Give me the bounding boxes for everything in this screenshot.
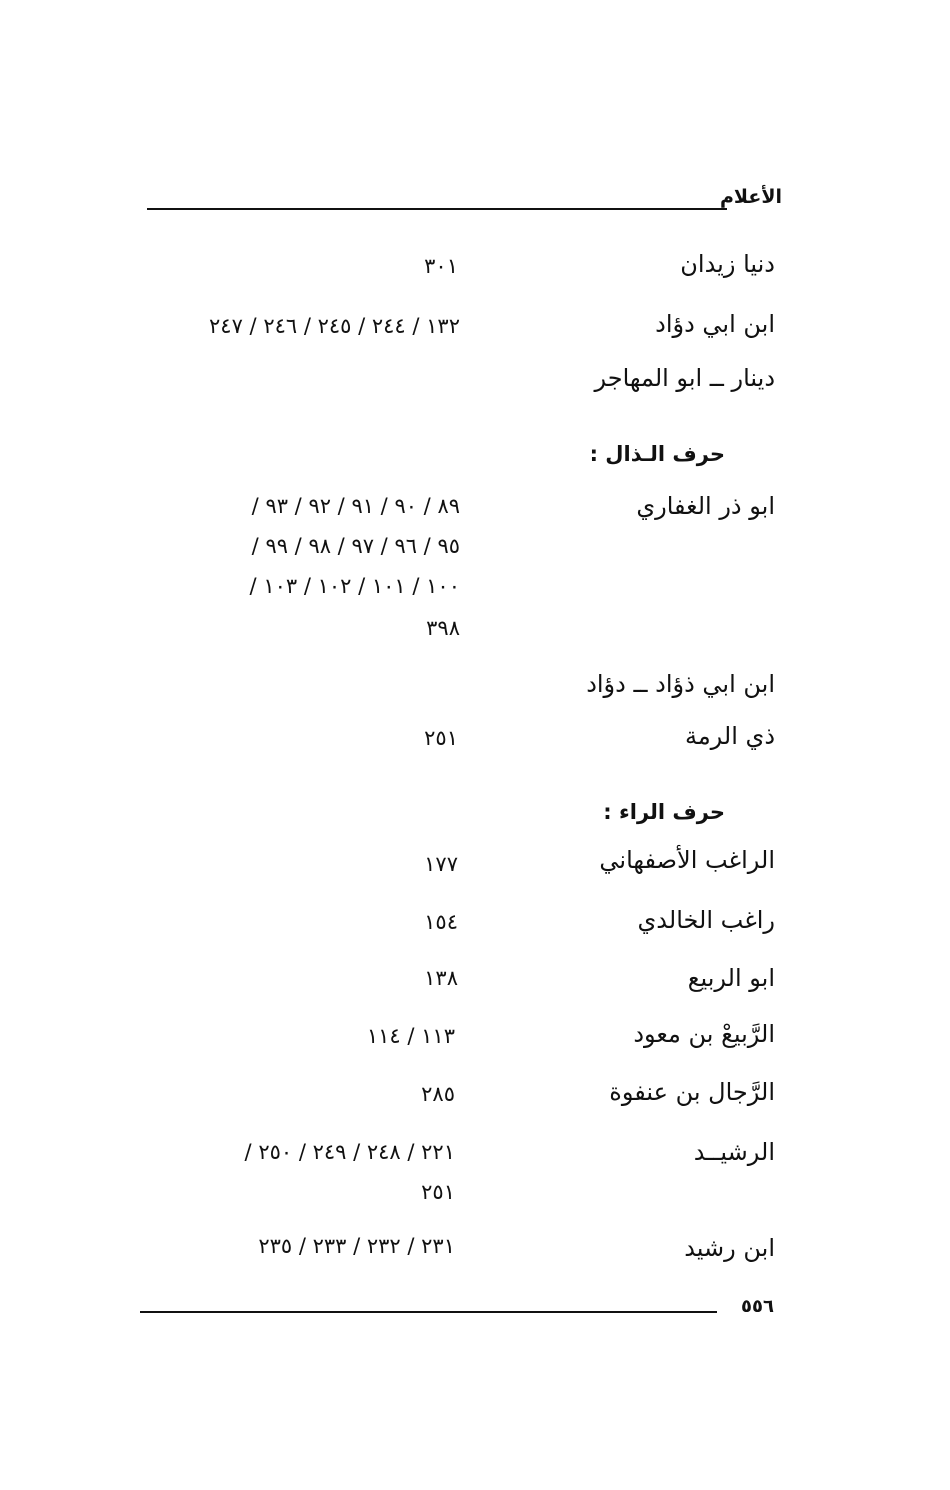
index-entry-pages: ٨٩ / ٩٠ / ٩١ / ٩٢ / ٩٣ / [251,494,460,518]
index-entry-name: الرشيــد [693,1138,775,1166]
index-entry-pages: ٩٥ / ٩٦ / ٩٧ / ٩٨ / ٩٩ / [251,534,460,558]
index-entry-pages: ١٧٧ [424,852,458,876]
index-entry-pages: ١٣٢ / ٢٤٤ / ٢٤٥ / ٢٤٦ / ٢٤٧ [209,314,460,338]
index-entry-name: دنيا زيدان [680,250,775,278]
index-entry-pages: ٢٨٥ [421,1082,455,1106]
section-heading-ra: حرف الراء : [603,800,725,824]
footer-rule [140,1311,717,1313]
index-entry-name: ابو ذر الغفاري [636,492,775,520]
index-entry-name: راغب الخالدي [637,906,775,934]
index-entry-pages: ١٠٠ / ١٠١ / ١٠٢ / ١٠٣ / [249,574,460,598]
index-entry-name: دينار ــ ابو المهاجر [594,364,775,392]
running-header-title: الأعلام [720,186,782,208]
index-entry-name: ابو الربيع [687,964,775,992]
index-entry-pages: ٣٩٨ [426,616,460,640]
index-entry-pages: ٢٣١ / ٢٣٢ / ٢٣٣ / ٢٣٥ [258,1234,455,1258]
header-rule [147,208,727,210]
index-entry-pages: ٢٥١ [424,726,458,750]
index-entry-name: الرَّبيعْ بن معود [633,1020,775,1048]
index-entry-pages: ٣٠١ [424,254,458,278]
page-number: ٥٥٦ [741,1296,774,1317]
index-entry-name: ابن ابي ذؤاد ــ دؤاد [586,670,775,698]
index-entry-pages: ١٣٨ [424,966,458,990]
index-entry-pages: ١١٣ / ١١٤ [366,1024,455,1048]
index-entry-name: الراغب الأصفهاني [599,846,775,874]
index-entry-name: الرَّجال بن عنفوة [609,1078,775,1106]
index-entry-pages: ٢٥١ [421,1180,455,1204]
section-heading-dhal: حرف الـذال : [589,442,725,466]
index-entry-name: ابن رشيد [684,1234,775,1262]
index-entry-pages: ٢٢١ / ٢٤٨ / ٢٤٩ / ٢٥٠ / [244,1140,455,1164]
index-entry-pages: ١٥٤ [424,910,458,934]
index-entry-name: ابن ابي دؤاد [655,310,775,338]
index-entry-name: ذي الرمة [684,722,775,750]
